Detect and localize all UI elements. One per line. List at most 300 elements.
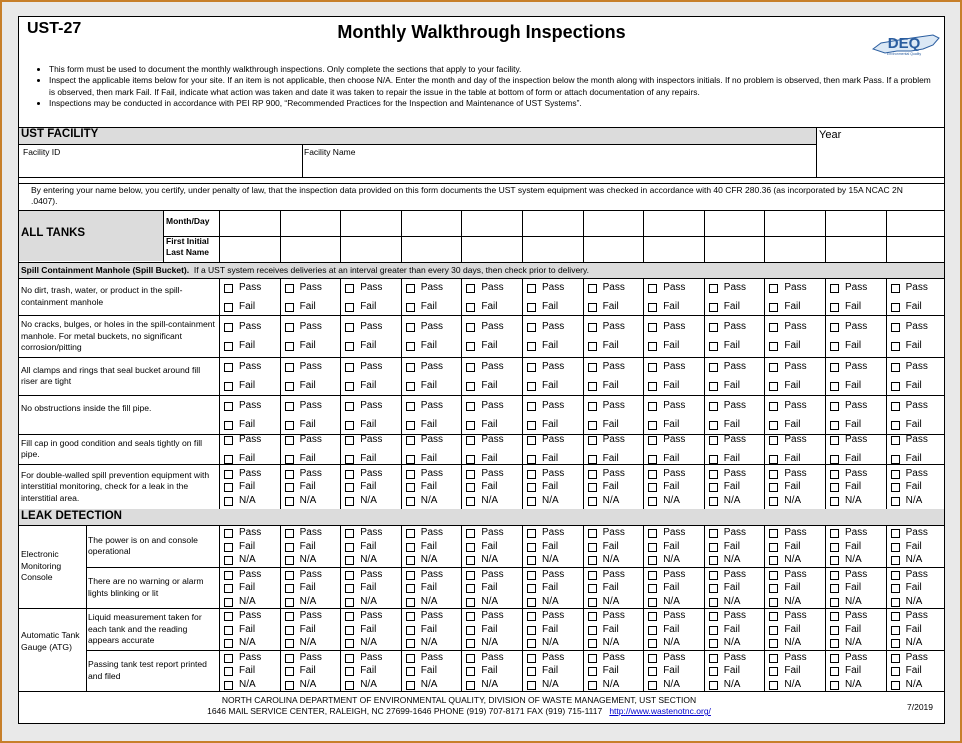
pass-checkbox[interactable] [830,654,839,663]
na-checkbox[interactable] [588,639,597,648]
inspector-name-field[interactable] [524,238,581,260]
fail-checkbox[interactable] [588,483,597,492]
fail-checkbox[interactable] [224,483,233,492]
pass-checkbox[interactable] [830,529,839,538]
month-day-field[interactable] [463,212,520,234]
pass-checkbox[interactable] [648,571,657,580]
fail-checkbox[interactable] [224,303,233,312]
na-checkbox[interactable] [224,598,233,607]
fail-checkbox[interactable] [709,303,718,312]
pass-checkbox[interactable] [406,436,415,445]
fail-checkbox[interactable] [345,303,354,312]
fail-checkbox[interactable] [588,584,597,593]
fail-checkbox[interactable] [466,543,475,552]
fail-checkbox[interactable] [830,667,839,676]
na-checkbox[interactable] [830,497,839,506]
na-checkbox[interactable] [648,639,657,648]
inspector-name-field[interactable] [706,238,763,260]
fail-checkbox[interactable] [830,421,839,430]
na-checkbox[interactable] [709,497,718,506]
na-checkbox[interactable] [648,497,657,506]
pass-checkbox[interactable] [527,654,536,663]
pass-checkbox[interactable] [891,363,900,372]
pass-checkbox[interactable] [830,402,839,411]
pass-checkbox[interactable] [648,436,657,445]
fail-checkbox[interactable] [466,626,475,635]
pass-checkbox[interactable] [830,470,839,479]
fail-checkbox[interactable] [285,455,294,464]
fail-checkbox[interactable] [345,584,354,593]
pass-checkbox[interactable] [648,363,657,372]
pass-checkbox[interactable] [406,284,415,293]
fail-checkbox[interactable] [466,667,475,676]
fail-checkbox[interactable] [830,342,839,351]
na-checkbox[interactable] [830,639,839,648]
pass-checkbox[interactable] [891,470,900,479]
fail-checkbox[interactable] [709,342,718,351]
pass-checkbox[interactable] [466,612,475,621]
pass-checkbox[interactable] [285,323,294,332]
na-checkbox[interactable] [891,681,900,690]
pass-checkbox[interactable] [285,284,294,293]
pass-checkbox[interactable] [648,654,657,663]
na-checkbox[interactable] [527,556,536,565]
fail-checkbox[interactable] [830,483,839,492]
pass-checkbox[interactable] [648,470,657,479]
month-day-field[interactable] [766,212,823,234]
pass-checkbox[interactable] [406,654,415,663]
fail-checkbox[interactable] [709,421,718,430]
pass-checkbox[interactable] [648,529,657,538]
fail-checkbox[interactable] [588,667,597,676]
fail-checkbox[interactable] [709,543,718,552]
fail-checkbox[interactable] [345,382,354,391]
fail-checkbox[interactable] [891,382,900,391]
pass-checkbox[interactable] [285,363,294,372]
fail-checkbox[interactable] [891,303,900,312]
inspector-name-field[interactable] [888,238,945,260]
fail-checkbox[interactable] [285,667,294,676]
pass-checkbox[interactable] [588,529,597,538]
pass-checkbox[interactable] [345,470,354,479]
pass-checkbox[interactable] [285,529,294,538]
fail-checkbox[interactable] [648,667,657,676]
pass-checkbox[interactable] [709,363,718,372]
year-field[interactable] [819,142,939,177]
fail-checkbox[interactable] [709,667,718,676]
fail-checkbox[interactable] [648,543,657,552]
inspector-name-field[interactable] [342,238,399,260]
fail-checkbox[interactable] [285,342,294,351]
pass-checkbox[interactable] [588,612,597,621]
fail-checkbox[interactable] [648,483,657,492]
pass-checkbox[interactable] [709,470,718,479]
fail-checkbox[interactable] [891,543,900,552]
pass-checkbox[interactable] [891,323,900,332]
fail-checkbox[interactable] [709,382,718,391]
na-checkbox[interactable] [527,681,536,690]
pass-checkbox[interactable] [224,612,233,621]
na-checkbox[interactable] [224,639,233,648]
fail-checkbox[interactable] [830,303,839,312]
fail-checkbox[interactable] [466,421,475,430]
pass-checkbox[interactable] [830,363,839,372]
pass-checkbox[interactable] [648,612,657,621]
footer-url-link[interactable]: http://www.wastenotnc.org/ [609,706,711,716]
pass-checkbox[interactable] [527,529,536,538]
fail-checkbox[interactable] [588,626,597,635]
pass-checkbox[interactable] [224,323,233,332]
na-checkbox[interactable] [285,681,294,690]
fail-checkbox[interactable] [466,342,475,351]
fail-checkbox[interactable] [648,421,657,430]
pass-checkbox[interactable] [527,612,536,621]
pass-checkbox[interactable] [588,654,597,663]
inspector-name-field[interactable] [585,238,642,260]
na-checkbox[interactable] [224,681,233,690]
fail-checkbox[interactable] [285,483,294,492]
pass-checkbox[interactable] [588,470,597,479]
fail-checkbox[interactable] [285,543,294,552]
fail-checkbox[interactable] [527,626,536,635]
fail-checkbox[interactable] [891,584,900,593]
fail-checkbox[interactable] [527,421,536,430]
pass-checkbox[interactable] [466,529,475,538]
na-checkbox[interactable] [466,639,475,648]
pass-checkbox[interactable] [769,323,778,332]
pass-checkbox[interactable] [466,654,475,663]
pass-checkbox[interactable] [466,363,475,372]
fail-checkbox[interactable] [406,584,415,593]
na-checkbox[interactable] [709,556,718,565]
fail-checkbox[interactable] [709,483,718,492]
pass-checkbox[interactable] [830,436,839,445]
fail-checkbox[interactable] [285,421,294,430]
fail-checkbox[interactable] [406,421,415,430]
month-day-field[interactable] [221,212,278,234]
pass-checkbox[interactable] [285,470,294,479]
fail-checkbox[interactable] [891,421,900,430]
pass-checkbox[interactable] [224,436,233,445]
month-day-field[interactable] [342,212,399,234]
pass-checkbox[interactable] [406,323,415,332]
na-checkbox[interactable] [285,497,294,506]
pass-checkbox[interactable] [588,323,597,332]
pass-checkbox[interactable] [527,323,536,332]
na-checkbox[interactable] [527,497,536,506]
pass-checkbox[interactable] [891,402,900,411]
pass-checkbox[interactable] [709,284,718,293]
fail-checkbox[interactable] [648,382,657,391]
na-checkbox[interactable] [891,598,900,607]
na-checkbox[interactable] [830,681,839,690]
pass-checkbox[interactable] [345,612,354,621]
fail-checkbox[interactable] [769,421,778,430]
na-checkbox[interactable] [527,598,536,607]
fail-checkbox[interactable] [406,543,415,552]
fail-checkbox[interactable] [769,455,778,464]
pass-checkbox[interactable] [891,529,900,538]
pass-checkbox[interactable] [285,436,294,445]
pass-checkbox[interactable] [466,323,475,332]
pass-checkbox[interactable] [527,571,536,580]
na-checkbox[interactable] [406,497,415,506]
pass-checkbox[interactable] [769,571,778,580]
pass-checkbox[interactable] [224,571,233,580]
pass-checkbox[interactable] [345,654,354,663]
pass-checkbox[interactable] [769,363,778,372]
na-checkbox[interactable] [769,598,778,607]
month-day-field[interactable] [645,212,702,234]
pass-checkbox[interactable] [769,529,778,538]
fail-checkbox[interactable] [345,421,354,430]
pass-checkbox[interactable] [527,470,536,479]
pass-checkbox[interactable] [709,654,718,663]
na-checkbox[interactable] [345,556,354,565]
fail-checkbox[interactable] [527,382,536,391]
pass-checkbox[interactable] [466,402,475,411]
pass-checkbox[interactable] [830,323,839,332]
fail-checkbox[interactable] [769,667,778,676]
fail-checkbox[interactable] [830,626,839,635]
month-day-field[interactable] [282,212,339,234]
pass-checkbox[interactable] [891,436,900,445]
na-checkbox[interactable] [466,598,475,607]
pass-checkbox[interactable] [345,436,354,445]
fail-checkbox[interactable] [527,342,536,351]
pass-checkbox[interactable] [588,436,597,445]
facility-name-field[interactable] [303,144,815,175]
pass-checkbox[interactable] [406,612,415,621]
fail-checkbox[interactable] [406,303,415,312]
fail-checkbox[interactable] [891,667,900,676]
inspector-name-field[interactable] [463,238,520,260]
pass-checkbox[interactable] [345,529,354,538]
fail-checkbox[interactable] [224,382,233,391]
fail-checkbox[interactable] [224,626,233,635]
pass-checkbox[interactable] [709,571,718,580]
na-checkbox[interactable] [709,639,718,648]
pass-checkbox[interactable] [709,402,718,411]
fail-checkbox[interactable] [891,626,900,635]
na-checkbox[interactable] [406,556,415,565]
month-day-field[interactable] [524,212,581,234]
na-checkbox[interactable] [224,556,233,565]
fail-checkbox[interactable] [345,667,354,676]
fail-checkbox[interactable] [345,342,354,351]
fail-checkbox[interactable] [224,455,233,464]
pass-checkbox[interactable] [224,470,233,479]
pass-checkbox[interactable] [769,284,778,293]
inspector-name-field[interactable] [645,238,702,260]
fail-checkbox[interactable] [769,342,778,351]
fail-checkbox[interactable] [406,626,415,635]
pass-checkbox[interactable] [527,284,536,293]
pass-checkbox[interactable] [769,470,778,479]
pass-checkbox[interactable] [406,363,415,372]
pass-checkbox[interactable] [406,529,415,538]
month-day-field[interactable] [827,212,884,234]
na-checkbox[interactable] [406,681,415,690]
na-checkbox[interactable] [588,556,597,565]
pass-checkbox[interactable] [891,284,900,293]
fail-checkbox[interactable] [769,303,778,312]
fail-checkbox[interactable] [648,342,657,351]
fail-checkbox[interactable] [466,303,475,312]
pass-checkbox[interactable] [891,612,900,621]
fail-checkbox[interactable] [648,303,657,312]
na-checkbox[interactable] [588,598,597,607]
pass-checkbox[interactable] [588,402,597,411]
pass-checkbox[interactable] [224,654,233,663]
na-checkbox[interactable] [891,497,900,506]
pass-checkbox[interactable] [648,402,657,411]
na-checkbox[interactable] [588,497,597,506]
na-checkbox[interactable] [345,681,354,690]
fail-checkbox[interactable] [345,626,354,635]
pass-checkbox[interactable] [224,284,233,293]
fail-checkbox[interactable] [466,382,475,391]
pass-checkbox[interactable] [345,571,354,580]
na-checkbox[interactable] [345,639,354,648]
inspector-name-field[interactable] [766,238,823,260]
fail-checkbox[interactable] [345,483,354,492]
fail-checkbox[interactable] [709,626,718,635]
na-checkbox[interactable] [769,497,778,506]
na-checkbox[interactable] [891,639,900,648]
fail-checkbox[interactable] [648,584,657,593]
na-checkbox[interactable] [830,556,839,565]
month-day-field[interactable] [706,212,763,234]
fail-checkbox[interactable] [830,382,839,391]
na-checkbox[interactable] [648,598,657,607]
pass-checkbox[interactable] [345,323,354,332]
facility-id-field[interactable] [22,144,299,175]
na-checkbox[interactable] [891,556,900,565]
fail-checkbox[interactable] [588,455,597,464]
pass-checkbox[interactable] [406,571,415,580]
fail-checkbox[interactable] [224,543,233,552]
pass-checkbox[interactable] [588,363,597,372]
na-checkbox[interactable] [769,681,778,690]
pass-checkbox[interactable] [466,571,475,580]
pass-checkbox[interactable] [891,654,900,663]
fail-checkbox[interactable] [224,342,233,351]
na-checkbox[interactable] [406,639,415,648]
pass-checkbox[interactable] [527,363,536,372]
pass-checkbox[interactable] [769,654,778,663]
fail-checkbox[interactable] [406,382,415,391]
na-checkbox[interactable] [588,681,597,690]
fail-checkbox[interactable] [285,382,294,391]
pass-checkbox[interactable] [830,571,839,580]
fail-checkbox[interactable] [588,421,597,430]
pass-checkbox[interactable] [285,654,294,663]
pass-checkbox[interactable] [345,284,354,293]
na-checkbox[interactable] [345,598,354,607]
fail-checkbox[interactable] [224,421,233,430]
fail-checkbox[interactable] [830,584,839,593]
pass-checkbox[interactable] [466,470,475,479]
fail-checkbox[interactable] [527,667,536,676]
na-checkbox[interactable] [466,497,475,506]
pass-checkbox[interactable] [224,363,233,372]
fail-checkbox[interactable] [285,584,294,593]
pass-checkbox[interactable] [769,436,778,445]
fail-checkbox[interactable] [830,455,839,464]
fail-checkbox[interactable] [345,455,354,464]
pass-checkbox[interactable] [769,612,778,621]
pass-checkbox[interactable] [709,323,718,332]
fail-checkbox[interactable] [769,543,778,552]
inspector-name-field[interactable] [221,238,278,260]
month-day-field[interactable] [585,212,642,234]
pass-checkbox[interactable] [709,436,718,445]
na-checkbox[interactable] [648,681,657,690]
inspector-name-field[interactable] [403,238,460,260]
pass-checkbox[interactable] [830,284,839,293]
fail-checkbox[interactable] [648,455,657,464]
pass-checkbox[interactable] [285,402,294,411]
fail-checkbox[interactable] [406,342,415,351]
fail-checkbox[interactable] [527,483,536,492]
na-checkbox[interactable] [406,598,415,607]
fail-checkbox[interactable] [769,626,778,635]
fail-checkbox[interactable] [648,626,657,635]
fail-checkbox[interactable] [466,483,475,492]
fail-checkbox[interactable] [527,303,536,312]
inspector-name-field[interactable] [827,238,884,260]
pass-checkbox[interactable] [588,284,597,293]
fail-checkbox[interactable] [406,667,415,676]
pass-checkbox[interactable] [709,529,718,538]
fail-checkbox[interactable] [285,303,294,312]
pass-checkbox[interactable] [224,402,233,411]
fail-checkbox[interactable] [891,455,900,464]
pass-checkbox[interactable] [466,436,475,445]
na-checkbox[interactable] [466,556,475,565]
fail-checkbox[interactable] [466,584,475,593]
pass-checkbox[interactable] [648,284,657,293]
na-checkbox[interactable] [224,497,233,506]
na-checkbox[interactable] [769,556,778,565]
pass-checkbox[interactable] [285,612,294,621]
fail-checkbox[interactable] [406,483,415,492]
fail-checkbox[interactable] [891,483,900,492]
fail-checkbox[interactable] [588,382,597,391]
na-checkbox[interactable] [285,598,294,607]
pass-checkbox[interactable] [527,436,536,445]
pass-checkbox[interactable] [527,402,536,411]
fail-checkbox[interactable] [769,483,778,492]
month-day-field[interactable] [888,212,945,234]
pass-checkbox[interactable] [285,571,294,580]
pass-checkbox[interactable] [830,612,839,621]
na-checkbox[interactable] [648,556,657,565]
fail-checkbox[interactable] [345,543,354,552]
fail-checkbox[interactable] [891,342,900,351]
pass-checkbox[interactable] [891,571,900,580]
na-checkbox[interactable] [285,639,294,648]
fail-checkbox[interactable] [527,584,536,593]
fail-checkbox[interactable] [406,455,415,464]
na-checkbox[interactable] [285,556,294,565]
inspector-name-field[interactable] [282,238,339,260]
pass-checkbox[interactable] [709,612,718,621]
pass-checkbox[interactable] [406,470,415,479]
fail-checkbox[interactable] [709,584,718,593]
na-checkbox[interactable] [709,598,718,607]
